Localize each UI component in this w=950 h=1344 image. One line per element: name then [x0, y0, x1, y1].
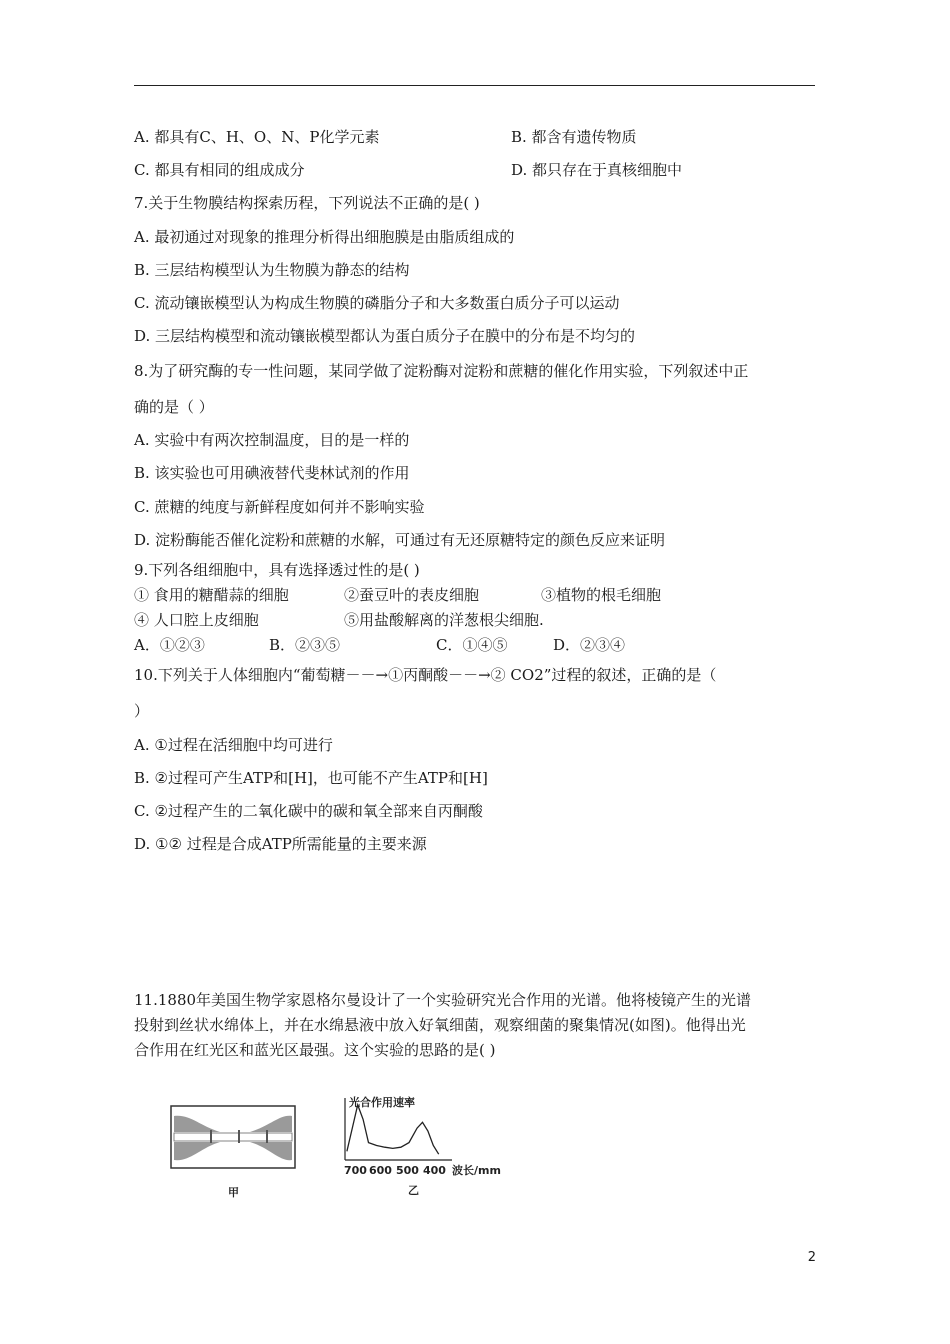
q9-option-d: D．②③④ — [553, 636, 626, 654]
q9-option-b: B．②③⑤ — [269, 636, 341, 654]
filament-mark — [210, 1130, 212, 1143]
page-number: 2 — [807, 1250, 816, 1265]
q10-stem-line1: 10.下列关于人体细胞内“葡萄糖－－→①丙酮酸－－→② CO2”过程的叙述，正确的是（ — [134, 666, 717, 684]
q10-option-b: B. ②过程可产生ATP和[H]，也可能不产生ATP和[H] — [134, 769, 488, 787]
x-tick-700: 700 — [344, 1164, 367, 1177]
figure-yi-chart — [340, 1094, 520, 1198]
q6-option-c: C. 都具有相同的组成成分 — [134, 161, 305, 179]
q6-option-a: A. 都具有C、H、O、N、P化学元素 — [134, 128, 380, 146]
q9-option-a: A．①②③ — [134, 636, 205, 654]
q10-option-d: D. ①② 过程是合成ATP所需能量的主要来源 — [134, 835, 427, 853]
spirogyra-filament — [174, 1133, 292, 1141]
figure-yi — [340, 1094, 520, 1202]
q8-stem-line2: 确的是（ ） — [134, 398, 214, 416]
q6-option-d: D. 都只存在于真核细胞中 — [511, 161, 683, 179]
figure-jia-caption: 甲 — [228, 1186, 239, 1199]
q7-option-d: D. 三层结构模型和流动镶嵌模型都认为蛋白质分子在膜中的分布是不均匀的 — [134, 327, 636, 345]
bacteria-label: 细菌 — [204, 1114, 226, 1127]
q8-option-a: A. 实验中有两次控制温度，目的是一样的 — [134, 431, 410, 449]
q9-item-4: ④ 人口腔上皮细胞 — [134, 611, 259, 629]
q11-stem-line3: 合作用在红光区和蓝光区最强。这个实验的思路的是( ) — [134, 1041, 496, 1059]
q8-option-b: B. 该实验也可用碘液替代斐林试剂的作用 — [134, 464, 410, 482]
q9-item-3: ③植物的根毛细胞 — [541, 586, 662, 604]
q9-option-c: C．①④⑤ — [436, 636, 508, 654]
q6-option-b: B. 都含有遗传物质 — [511, 128, 637, 146]
q8-option-d: D. 淀粉酶能否催化淀粉和蔗糖的水解，可通过有无还原糖特定的颜色反应来证明 — [134, 531, 666, 549]
q10-stem-line2: ） — [134, 702, 150, 720]
filament-mark — [266, 1130, 268, 1143]
figure-jia — [170, 1096, 310, 1210]
filament-mark — [238, 1130, 240, 1143]
figure-jia-drawing — [170, 1096, 310, 1206]
x-tick-500: 500 — [396, 1164, 419, 1177]
q7-option-a: A. 最初通过对现象的推理分析得出细胞膜是由脂质组成的 — [134, 228, 515, 246]
q9-item-5: ⑤用盐酸解离的洋葱根尖细胞. — [344, 611, 544, 629]
q11-stem-line2: 投射到丝状水绵体上，并在水绵悬液中放入好氧细菌，观察细菌的聚集情况(如图)。他得出光 — [134, 1016, 746, 1034]
rate-curve — [347, 1105, 439, 1154]
y-axis-label: 光合作用速率 — [349, 1096, 415, 1109]
x-tick-600: 600 — [369, 1164, 392, 1177]
x-tick-400: 400 — [423, 1164, 446, 1177]
q9-stem: 9.下列各组细胞中，具有选择透过性的是( ) — [134, 561, 420, 579]
q7-stem: 7.关于生物膜结构探索历程，下列说法不正确的是( ) — [134, 194, 480, 212]
header-rule — [134, 85, 815, 86]
q10-option-c: C. ②过程产生的二氧化碳中的碳和氧全部来自丙酮酸 — [134, 802, 483, 820]
q11-stem-line1: 11.1880年美国生物学家恩格尔曼设计了一个实验研究光合作用的光谱。他将棱镜产生的光谱 — [134, 991, 752, 1009]
q7-option-b: B. 三层结构模型认为生物膜为静态的结构 — [134, 261, 410, 279]
q9-item-1: ① 食用的糖醋蒜的细胞 — [134, 586, 289, 604]
figure-yi-caption: 乙 — [408, 1184, 419, 1197]
q10-option-a: A. ①过程在活细胞中均可进行 — [134, 736, 333, 754]
x-axis-label: 波长/mm — [452, 1164, 501, 1177]
q7-option-c: C. 流动镶嵌模型认为构成生物膜的磷脂分子和大多数蛋白质分子可以运动 — [134, 294, 620, 312]
q9-item-2: ②蚕豆叶的表皮细胞 — [344, 586, 480, 604]
q8-option-c: C. 蔗糖的纯度与新鲜程度如何并不影响实验 — [134, 498, 425, 516]
q8-stem-line1: 8.为了研究酶的专一性问题，某同学做了淀粉酶对淀粉和蔗糖的催化作用实验，下列叙述中正 — [134, 362, 749, 380]
